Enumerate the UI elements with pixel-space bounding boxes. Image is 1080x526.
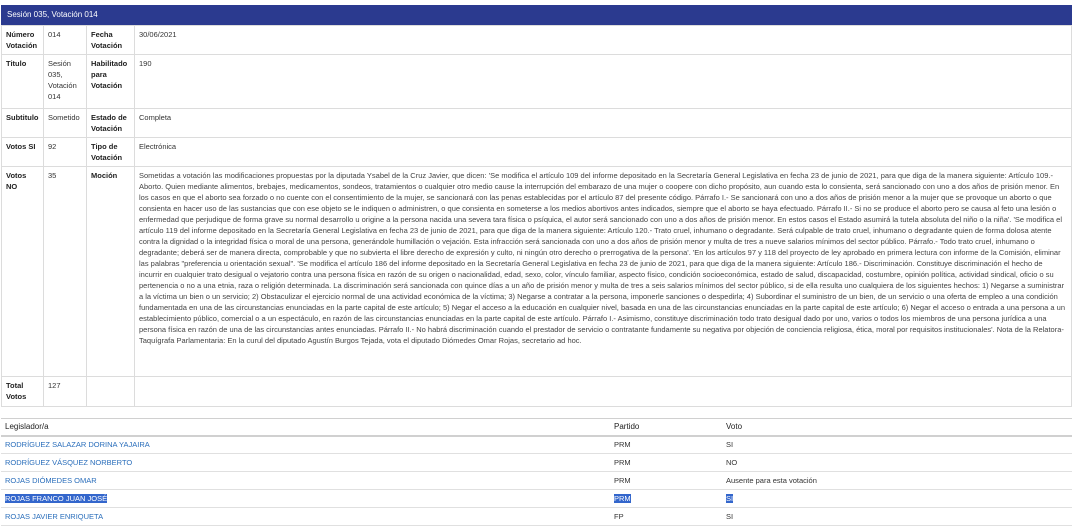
vote-detail-table (1, 25, 1072, 407)
titulo-value: Sesión 035, Votación 014 (44, 55, 87, 109)
votos-no-value: 35 (44, 167, 87, 377)
vote-cell: Ausente para esta votación (722, 472, 1072, 490)
legislator-link[interactable]: RODRÍGUEZ VÁSQUEZ NORBERTO (5, 458, 133, 467)
vote-cell: SI (722, 436, 1072, 454)
total-value: 127 (44, 377, 87, 407)
vote-cell: SI (726, 494, 734, 503)
fecha-value: 30/06/2021 (135, 26, 1072, 55)
vote-cell: SI (722, 508, 1072, 526)
habilitado-label: Habilitado para Votación (87, 55, 135, 109)
subtitulo-value: Sometido (44, 109, 87, 138)
votos-no-label: Votos NO (2, 167, 44, 377)
mocion-text: Sometidas a votación las modificaciones propuestas por la diputada Ysabel de la Cruz Javier, que dicen: 'Se modifica el artículo 109 del informe depositado en la Secretaría General Legislativa en fecha 23 de junio de 2021, para que diga de la manera siguiente: Artículo 109.- Aborto. Quien mediante alimentos, brebajes, medicamentos, sondeos, tratamientos o cualquier otro medio cause la interrupción del embarazo de una mujer o coopere con dicho propósito, aun cuando esta lo consienta, será sancionado con uno a dos años de prisión menor. En los casos en que el aborto sea forzado o no cuente con el consentimiento de la mujer, se sancionará con las penas establecidas por el artículo 87 del presente código. Párrafo I.- Se sancionará con uno a dos años de prisión menor a la mujer que se provoque un aborto o que consienta en hacer uso de las sustancias que con ese objeto se le indiquen o administren, o que consienta en someterse a los medios abortivos antes indicados, siempre que el aborto se haya efectuado. Párrafo II.- Si no se produce el aborto pero se causa al feto una lesión o enfermedad que perjudique de forma grave su normal desarrollo u origine a la persona nacida una severa tara física o psíquica, el autor será sancionado con uno a dos años de prisión menor. En estos casos el Estado asumirá la tutela absoluta del niño o la niña'. 'Se modifica el artículo 119 del informe depositado en la Secretaría General Legislativa en fecha 23 de junio de 2021, para que diga de la manera siguiente: Artículo 120.- Trato cruel, inhumano o degradante. Será culpable de trato cruel, inhumano o degradante quien de forma dolosa atente contra la dignidad o la integridad física o moral de una persona, generándole humillación o vejación. Esta infracción será sancionada con uno a dos años de prisión menor y multa de tres a nueve salarios mínimos del sector público. Párrafo.- Todo trato cruel, inhumano o degradante; deberá ser de manera directa, comprobable y que no subvierta el libre derecho de expresión y culto, ni ningún otro derecho o prerrogativa de la persona'. 'En los artículos 97 y 118 del proyecto de ley aprobado en primera lectura con informe de la Comisión, eliminar las palabras "preferencia u orientación sexual". 'Se modifica el artículo 186 del informe depositado en la Secretaría General Legislativa en fecha 23 de junio de 2021, para que diga de la manera siguiente: Artículo 186.- Discriminación. Constituye discriminación el hecho de incurrir en cualquier trato desigual o vejatorio contra una persona física en razón de su origen o nacionalidad, edad, sexo, color, vínculo familiar, aspecto físico, condición socioeconómica, estado de salud, discapacidad, costumbre, opinión política, actividad sindical, oficio o su pertenencia o no a una etnia, raza o religión determinada. La discriminación será sancionada con quince días a un año de prisión menor y multa de tres a seis salarios mínimos del sector público, si de ella resulta uno cualquiera de los siguientes hechos: 1) Negarse a suministrar a la víctima un bien o un servicio; 2) Obstaculizar el ejercicio normal de una actividad económica de la víctima; 3) Negarse a contratar a la persona, imponerle sanciones o despedirla; 4) Subordinar el suministro de un bien, de un servicio o una oferta de empleo a una condición fundamentada en una de las circunstancias enunciadas en la parte capital de este artículo; 5) Negar el acceso a la educación en cualquier nivel, basada en una de las circunstancias enunciadas en la parte capital de este artículo; 6) Negar el acceso o entrada a una persona a un establecimiento público, comercial o a un espectáculo, en razón de las circunstancias enunciadas en la parte capital de este artículo. Párrafo I.- Asimismo, constituye discriminación todo trato desigual dado por uno, varios o todos los miembros de una persona jurídica a una persona física en razón de una de las circunstancias antes enunciadas. Párrafo II.- No habrá discriminación cuando el prestador de servicio o contratante fundamente su negativa por objeción de conciencia religiosa, ética, moral por requisitos institucionales'. Nota de la Relatora-Taquígrafa Parlamentaria: En la curul del diputado Agustín Burgos Tejada, vota el diputado Diómedes Omar Rojas, secretario ad hoc. (135, 167, 1072, 377)
table-row (1, 454, 1072, 472)
legislator-link[interactable]: ROJAS FRANCO JUAN JOSÉ (5, 494, 108, 503)
mocion-label: Moción (87, 167, 135, 377)
tipo-value: Electrónica (135, 138, 1072, 167)
session-title-bar (1, 5, 1072, 25)
subtitulo-label: Subtitulo (2, 109, 44, 138)
numero-label: Número Votación (2, 26, 44, 55)
party-cell: FP (610, 508, 722, 526)
votos-si-value: 92 (44, 138, 87, 167)
legislator-link[interactable]: ROJAS JAVIER ENRIQUETA (5, 512, 104, 521)
table-row (1, 436, 1072, 454)
party-header: Partido (610, 419, 722, 436)
estado-value: Completa (135, 109, 1072, 138)
legislators-table (1, 418, 1072, 526)
party-cell: PRM (610, 472, 722, 490)
votos-si-label: Votos SI (2, 138, 44, 167)
legislator-header: Legislador/a (1, 419, 610, 436)
fecha-label: Fecha Votación (87, 26, 135, 55)
tipo-label: Tipo de Votación (87, 138, 135, 167)
table-row (1, 472, 1072, 490)
party-cell: PRM (610, 454, 722, 472)
party-cell: PRM (614, 494, 631, 503)
total-label: Total Votos (2, 377, 44, 407)
habilitado-value: 190 (135, 55, 1072, 109)
session-title: Sesión 035, Votación 014 (7, 10, 98, 19)
table-row (1, 490, 1072, 508)
party-cell: PRM (610, 436, 722, 454)
titulo-label: Titulo (2, 55, 44, 109)
vote-header: Voto (722, 419, 1072, 436)
vote-cell: NO (722, 454, 1072, 472)
legislator-link[interactable]: RODRÍGUEZ SALAZAR DORINA YAJAIRA (5, 440, 150, 450)
estado-label: Estado de Votación (87, 109, 135, 138)
legislator-link[interactable]: ROJAS DIÓMEDES OMAR (5, 476, 97, 485)
numero-value: 014 (44, 26, 87, 55)
table-row (1, 508, 1072, 526)
